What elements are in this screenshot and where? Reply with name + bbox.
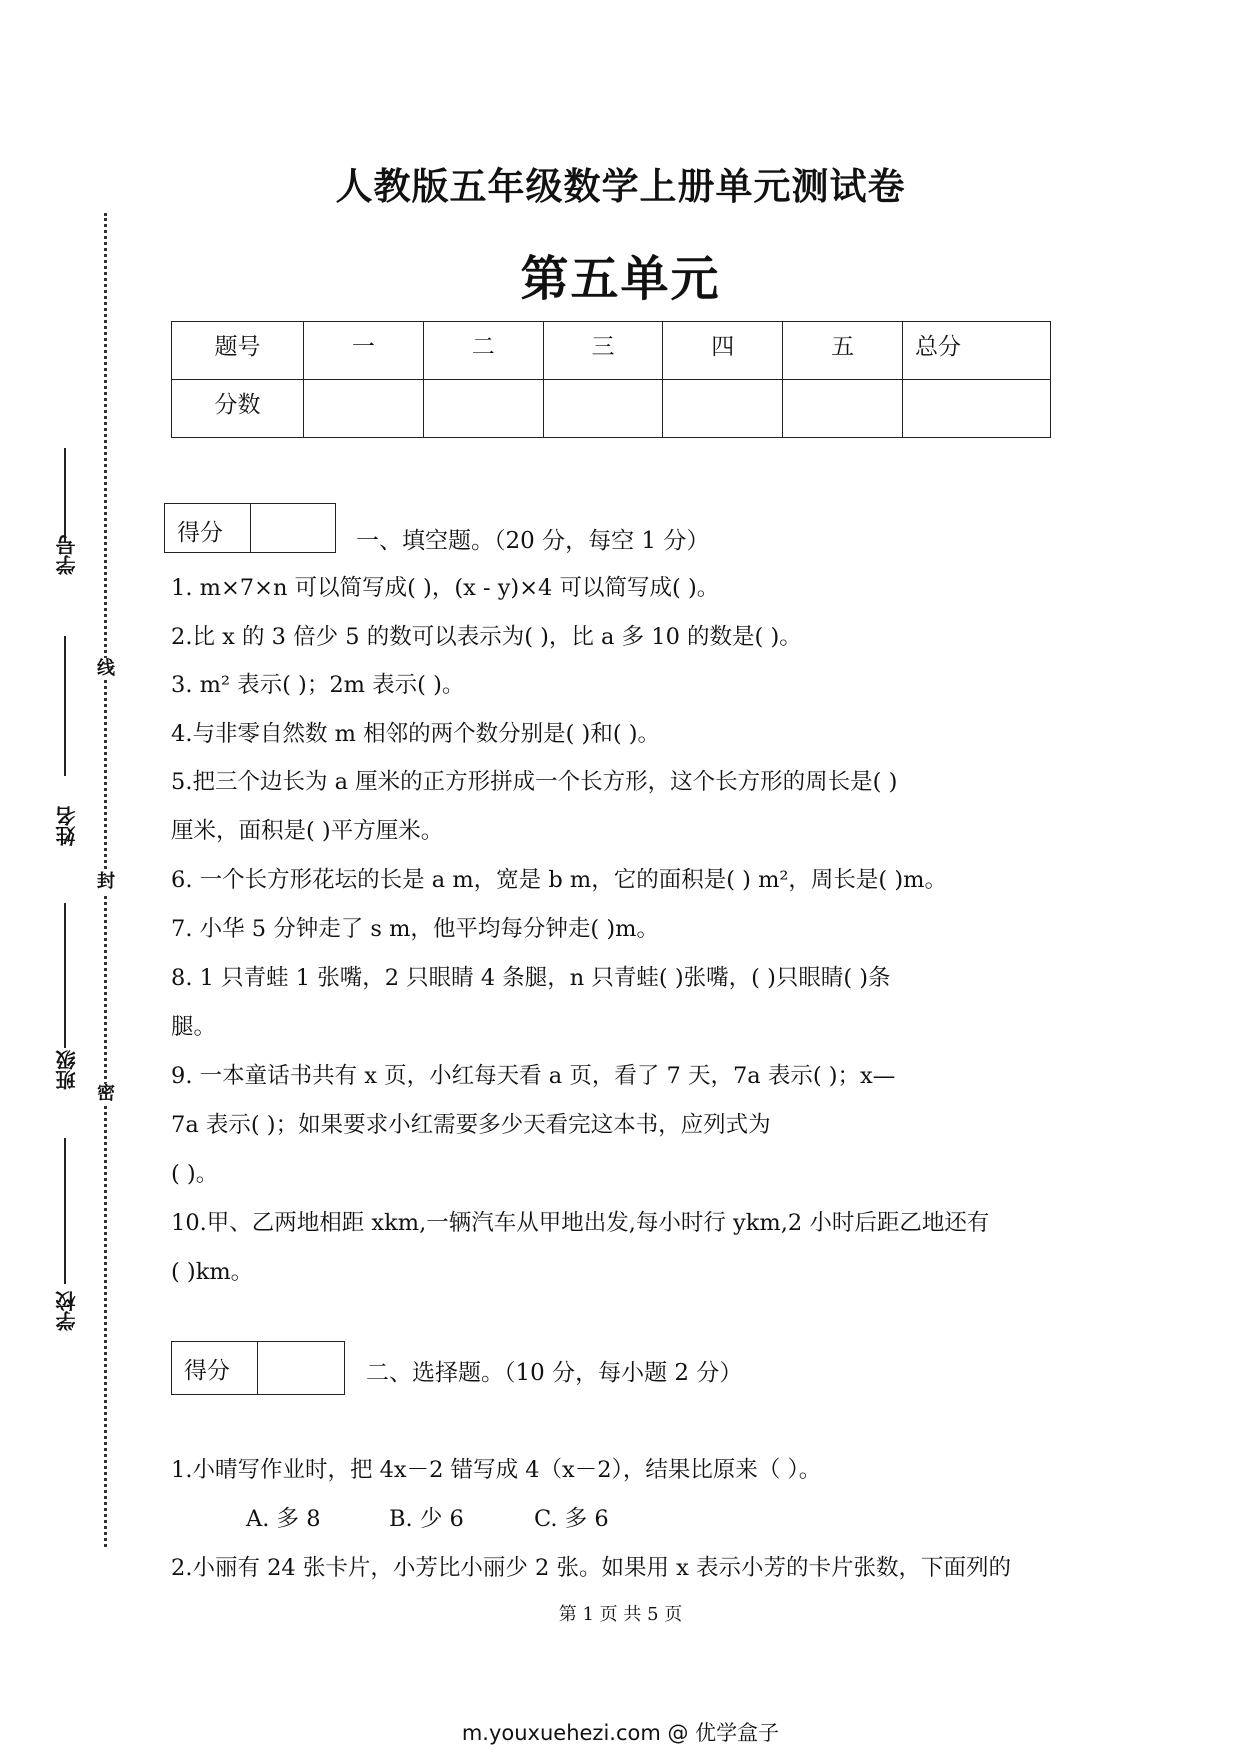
section2-heading: 二、选择题。（10 分，每小题 2 分） bbox=[366, 1360, 743, 1386]
binding-mark-feng: 封 bbox=[97, 871, 115, 892]
score-entry-cell[interactable] bbox=[304, 380, 424, 438]
question-line: 7. 小华 5 分钟走了 s m，他平均每分钟走( )m。 bbox=[171, 916, 659, 942]
question-line: 9. 一本童话书共有 x 页，小红每天看 a 页，看了 7 天，7a 表示( )；x— bbox=[171, 1063, 896, 1089]
page-title: 人教版五年级数学上册单元测试卷 bbox=[335, 164, 906, 208]
question-line: 3. m² 表示( )；2m 表示( )。 bbox=[171, 672, 465, 698]
site-watermark: m.youxuehezi.com @ 优学盒子 bbox=[461, 1721, 780, 1745]
school-blank bbox=[64, 1138, 66, 1284]
score-entry-cell[interactable] bbox=[423, 380, 543, 438]
question-line: 2.小丽有 24 张卡片，小芳比小丽少 2 张。如果用 x 表示小芳的卡片张数，下面列的 bbox=[171, 1555, 1012, 1581]
score-table-cell: 二 bbox=[423, 322, 543, 380]
score-table-score-row bbox=[172, 380, 1051, 438]
page-number: 第 1 页 共 5 页 bbox=[558, 1604, 683, 1625]
score-table-header-row bbox=[172, 322, 1051, 380]
section1-score-box bbox=[164, 503, 336, 553]
score-entry-cell[interactable] bbox=[543, 380, 663, 438]
score-table-cell: 题号 bbox=[172, 322, 304, 380]
score-table-cell: 分数 bbox=[172, 380, 304, 438]
binding-mark-xian: 线 bbox=[97, 658, 115, 679]
question-line: 4.与非零自然数 m 相邻的两个数分别是( )和( )。 bbox=[171, 721, 661, 747]
question-line: 厘米，面积是( )平方厘米。 bbox=[171, 818, 444, 844]
question-line: 7a 表示( )；如果要求小红需要多少天看完这本书，应列式为 bbox=[171, 1112, 771, 1138]
score-entry-cell[interactable] bbox=[663, 380, 783, 438]
option-a: A. 多 8 bbox=[246, 1506, 321, 1532]
binding-mark-mi: 密 bbox=[97, 1083, 115, 1104]
score-table-cell: 总分 bbox=[903, 322, 1051, 380]
score-table-cell: 四 bbox=[663, 322, 783, 380]
question-line: 10.甲、乙两地相距 xkm,一辆汽车从甲地出发,每小时行 ykm,2 小时后距乙地还有 bbox=[171, 1210, 990, 1236]
student-id-blank bbox=[64, 448, 66, 543]
class-blank bbox=[64, 903, 66, 1048]
question-line: 6. 一个长方形花坛的长是 a m，宽是 b m，它的面积是( ) m²，周长是( )m。 bbox=[171, 867, 947, 893]
question-line: ( )km。 bbox=[171, 1259, 254, 1285]
question-line: 1.小晴写作业时，把 4x－2 错写成 4（x－2），结果比原来（ ）。 bbox=[171, 1457, 822, 1483]
section1-score-label: 得分 bbox=[165, 504, 251, 552]
question-line: 5.把三个边长为 a 厘米的正方形拼成一个长方形，这个长方形的周长是( ) bbox=[171, 769, 898, 795]
question-line: 2.比 x 的 3 倍少 5 的数可以表示为( )，比 a 多 10 的数是( )。 bbox=[171, 624, 802, 650]
unit-title: 第五单元 bbox=[520, 251, 721, 307]
name-blank bbox=[64, 636, 66, 776]
score-table-cell: 五 bbox=[783, 322, 903, 380]
section1-heading: 一、填空题。（20 分，每空 1 分） bbox=[356, 528, 710, 554]
score-table bbox=[171, 321, 1051, 438]
score-table-cell: 三 bbox=[543, 322, 663, 380]
section2-score-blank[interactable] bbox=[258, 1342, 342, 1394]
question-line: 1. m×7×n 可以简写成( )，(x - y)×4 可以简写成( )。 bbox=[171, 575, 720, 601]
section1-score-blank[interactable] bbox=[251, 504, 335, 552]
student-id-label: 学号 bbox=[55, 535, 79, 575]
option-b: B. 少 6 bbox=[389, 1506, 464, 1532]
school-label: 学校 bbox=[55, 1291, 79, 1331]
score-entry-cell[interactable] bbox=[903, 380, 1051, 438]
class-label: 班级 bbox=[55, 1050, 79, 1090]
name-label: 姓名 bbox=[55, 806, 79, 846]
question-line: ( )。 bbox=[171, 1161, 219, 1187]
option-c: C. 多 6 bbox=[534, 1506, 609, 1532]
question-line: 8. 1 只青蛙 1 张嘴，2 只眼睛 4 条腿，n 只青蛙( )张嘴，( )只眼睛( )条 bbox=[171, 965, 891, 991]
section2-score-label: 得分 bbox=[172, 1342, 258, 1394]
score-table-cell: 一 bbox=[304, 322, 424, 380]
section2-score-box bbox=[171, 1341, 345, 1395]
score-entry-cell[interactable] bbox=[783, 380, 903, 438]
question-line: 腿。 bbox=[171, 1014, 217, 1040]
